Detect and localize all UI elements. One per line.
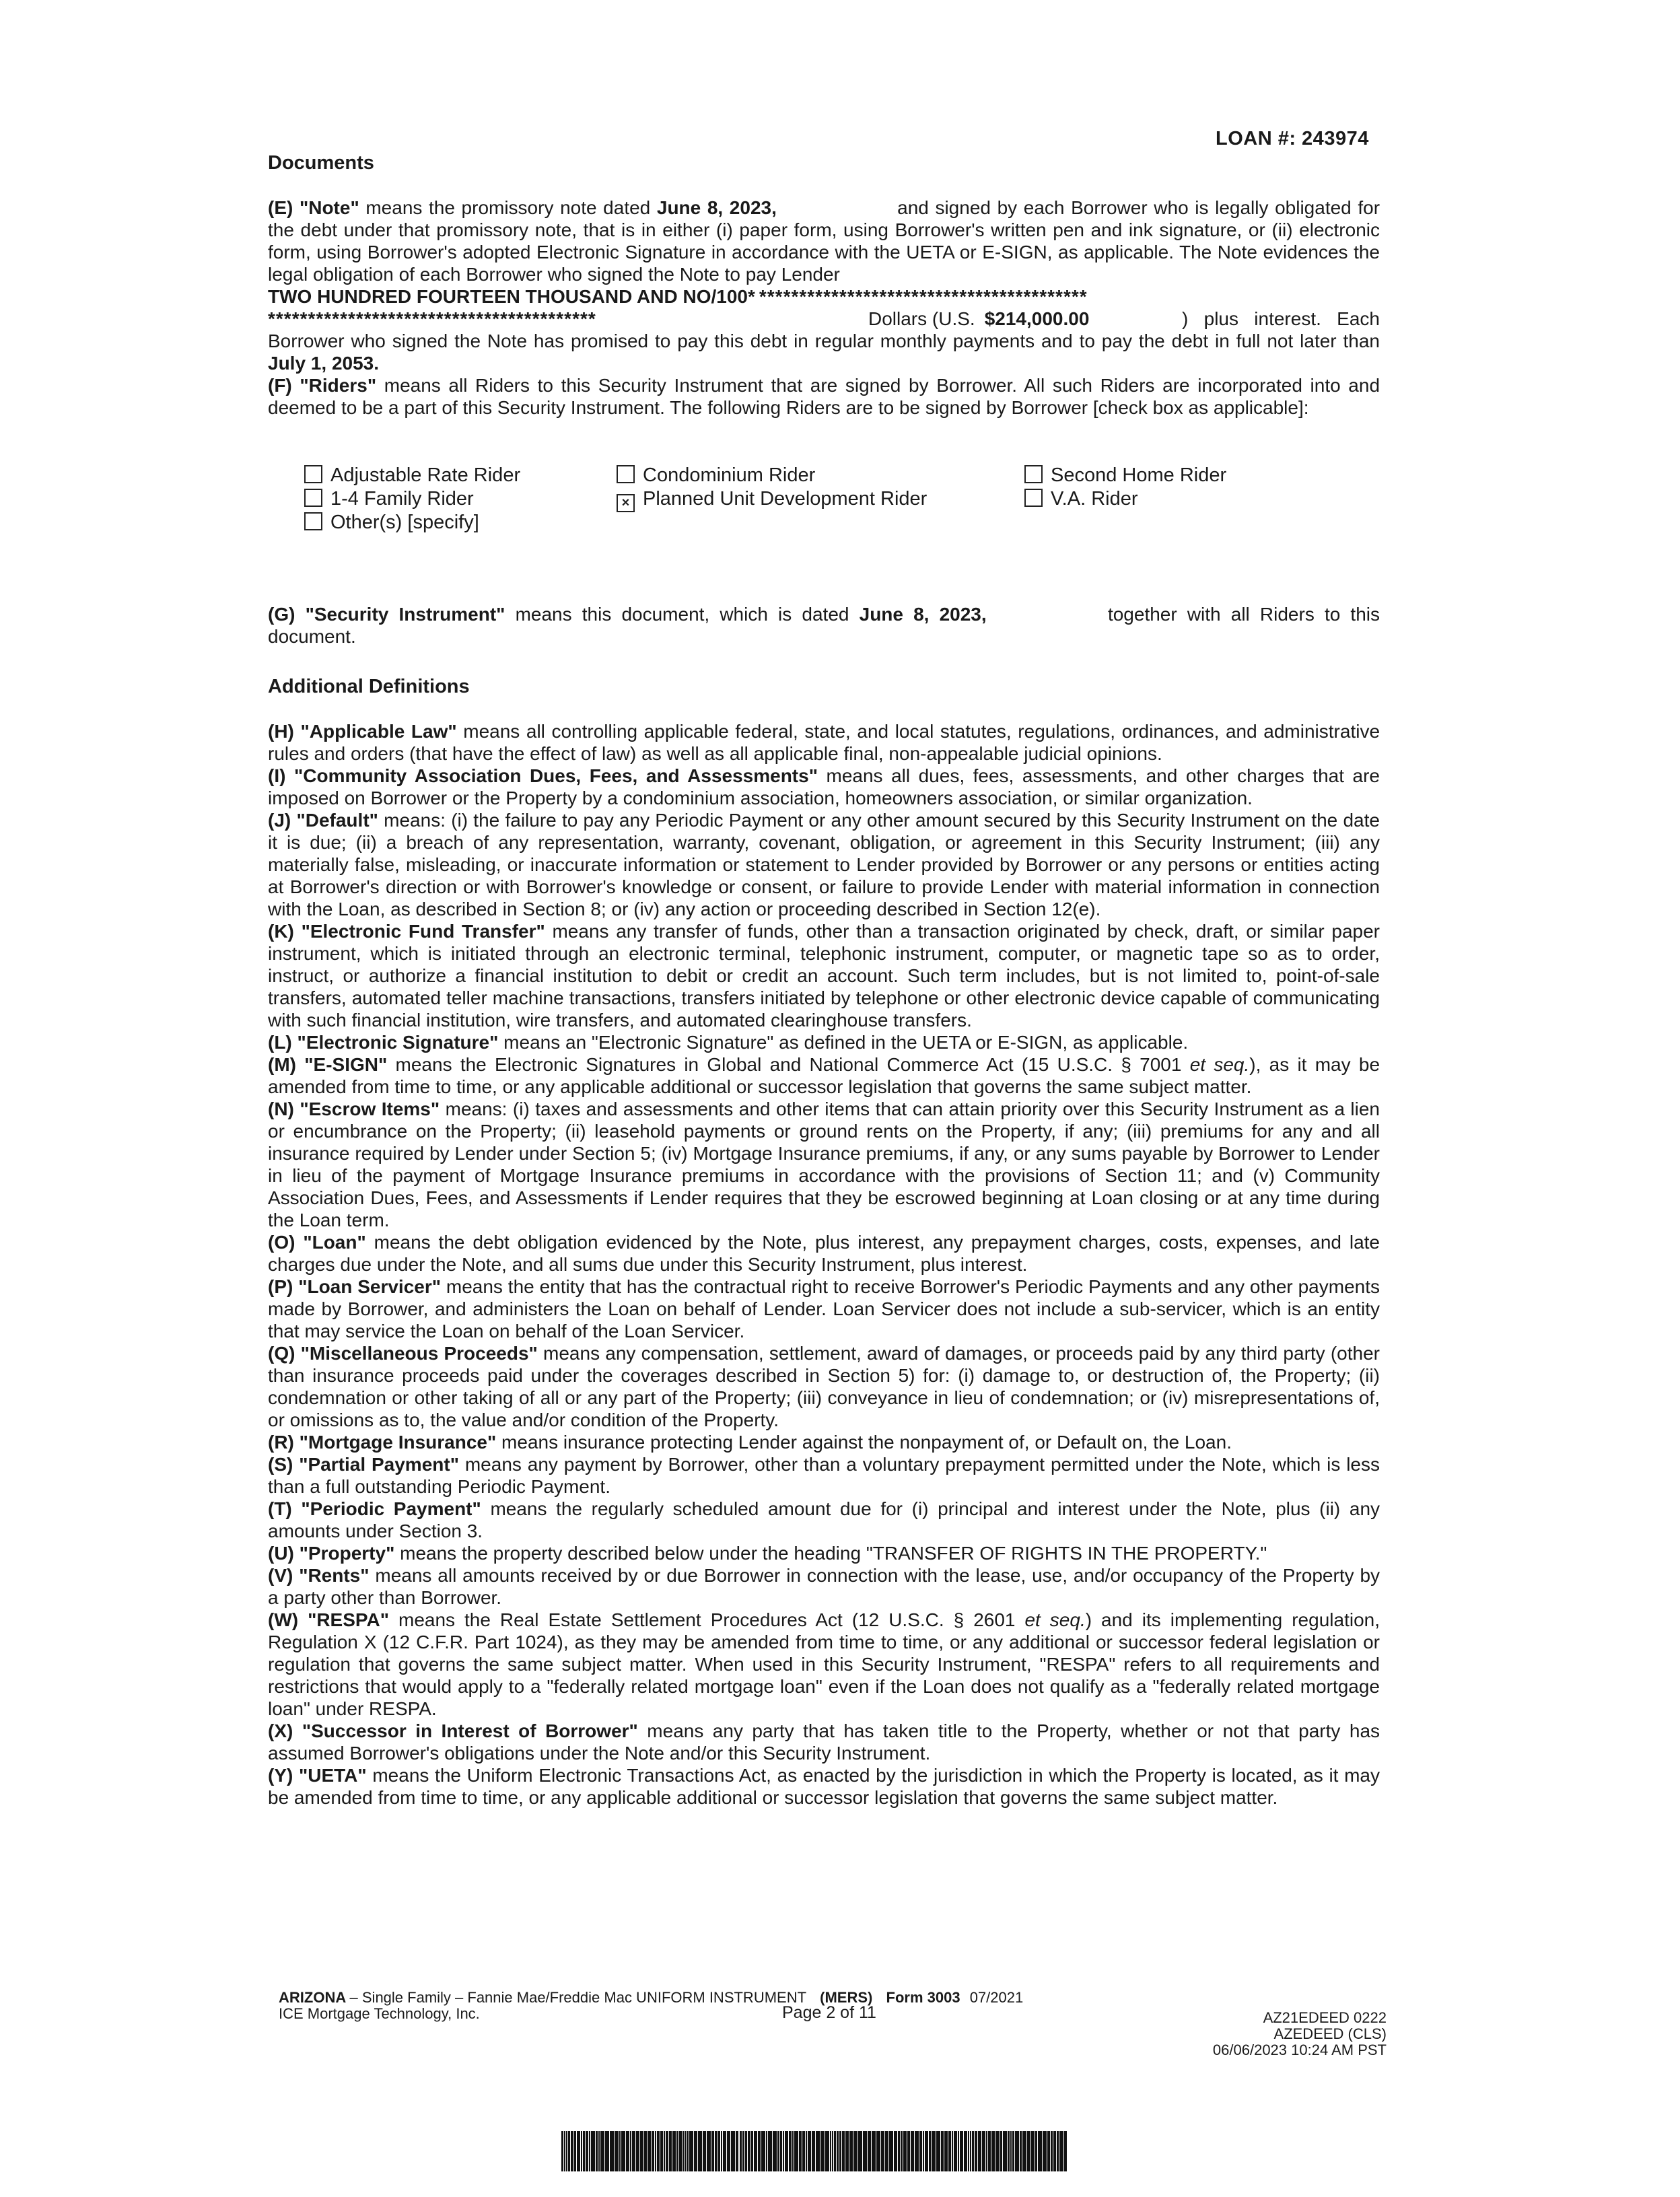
barcode-bar bbox=[777, 2131, 779, 2171]
barcode-bar bbox=[964, 2131, 967, 2171]
documents-heading: Documents bbox=[268, 152, 374, 174]
barcode-bar bbox=[664, 2131, 665, 2171]
definition-term: "Periodic Payment" bbox=[301, 1498, 481, 1519]
section-g-text2: together with all Riders to this document. bbox=[268, 604, 1380, 647]
barcode-bar bbox=[876, 2131, 880, 2171]
barcode-bar bbox=[703, 2131, 706, 2171]
barcode-bar bbox=[845, 2131, 849, 2171]
barcode-bar bbox=[820, 2131, 825, 2171]
section-f-text: means all Riders to this Security Instrument that are signed by Borrower. All such Riders are incorporated into and deemed to be a part of this Security Instrument. The following Riders are to be signed by Borrower [check box as applicable]: bbox=[268, 375, 1380, 418]
definition-item bbox=[268, 1031, 1380, 1053]
barcode-bar bbox=[982, 2131, 985, 2171]
definition-text-after: ) and its implementing regulation, Regulation X (12 C.F.R. Part 1024), as they may be amended from time to time, or any additional or successor federal legislation or regulation that governs the same subject matter. When used in this Security Instrument, "RESPA" refers to all requirements and restrictions that would apply to a "federally related mortgage loan" even if the Loan does not qualify as a "federally related mortgage loan" under RESPA. bbox=[268, 1609, 1380, 1719]
barcode-bar bbox=[586, 2131, 588, 2171]
section-g-text1: means this document, which is dated bbox=[515, 604, 849, 625]
barcode-bar bbox=[832, 2131, 833, 2171]
definition-item bbox=[268, 1609, 1380, 1720]
definition-item bbox=[268, 809, 1380, 920]
footer-mers: (MERS) bbox=[820, 1989, 873, 2006]
barcode-bar bbox=[911, 2131, 914, 2171]
rider-va[interactable]: V.A. Rider bbox=[1024, 488, 1138, 510]
barcode-bar bbox=[858, 2131, 862, 2171]
definition-text: means any transfer of funds, other than a transaction originated by check, draft, or similar paper instrument, which is initiated through an electronic terminal, telephonic instrument, computer, or magnetic tape so as to order, instruct, or authorize a financial institution to debit or credit an account. Such term includes, but is not limited to, point-of-sale transfers, automated teller machine transactions, transfers initiated by telephone or other electronic device capable of communicating with such financial institution, wire transfers, and automated clearinghouse transfers. bbox=[268, 921, 1380, 1031]
section-e-label: (E) bbox=[268, 197, 293, 218]
barcode-bar bbox=[948, 2131, 951, 2171]
barcode-bar bbox=[975, 2131, 977, 2171]
definition-text: means the property described below under the heading "TRANSFER OF RIGHTS IN THE PROPERTY." bbox=[400, 1543, 1267, 1564]
barcode-bar bbox=[988, 2131, 991, 2171]
definitions-list bbox=[268, 720, 1380, 1809]
barcode-bar bbox=[566, 2131, 567, 2171]
barcode-bar bbox=[889, 2131, 893, 2171]
barcode-bar bbox=[919, 2131, 922, 2171]
barcode-bar bbox=[679, 2131, 682, 2171]
footer-code-1: AZ21EDEED 0222 bbox=[1263, 2009, 1387, 2026]
barcode-bar bbox=[589, 2131, 590, 2171]
definition-term: "RESPA" bbox=[308, 1609, 390, 1630]
definition-label: (L) bbox=[268, 1032, 292, 1053]
barcode-bar bbox=[773, 2131, 777, 2171]
barcode-bar bbox=[1010, 2131, 1012, 2171]
barcode-bar bbox=[615, 2131, 619, 2171]
barcode-bar bbox=[802, 2131, 805, 2171]
definition-item bbox=[268, 765, 1380, 809]
definition-item bbox=[268, 1453, 1380, 1498]
barcode-bar bbox=[626, 2131, 629, 2171]
barcode-bar bbox=[932, 2131, 936, 2171]
definition-label: (H) bbox=[268, 721, 294, 742]
barcode-bar bbox=[1003, 2131, 1007, 2171]
rider-second-home[interactable]: Second Home Rider bbox=[1024, 464, 1226, 487]
section-g-label: (G) bbox=[268, 604, 295, 625]
loan-number: LOAN #: 243974 bbox=[1216, 128, 1369, 149]
barcode-bar bbox=[660, 2131, 663, 2171]
definition-term: "Default" bbox=[296, 810, 378, 831]
barcode-bar bbox=[619, 2131, 621, 2171]
barcode-bar bbox=[929, 2131, 931, 2171]
section-f-term: "Riders" bbox=[300, 375, 377, 396]
definition-term: "E-SIGN" bbox=[304, 1054, 388, 1075]
barcode-bar bbox=[825, 2131, 829, 2171]
barcode-bar bbox=[577, 2131, 580, 2171]
barcode-bar bbox=[923, 2131, 924, 2171]
barcode-bar bbox=[630, 2131, 631, 2171]
barcode-bar bbox=[666, 2131, 668, 2171]
checkbox[interactable] bbox=[304, 489, 322, 507]
definition-term: "Electronic Fund Transfer" bbox=[301, 921, 545, 942]
barcode-bar bbox=[672, 2131, 676, 2171]
footer-form-no: Form 3003 bbox=[886, 1989, 960, 2006]
checkbox-checked[interactable]: × bbox=[617, 494, 635, 512]
barcode-bar bbox=[958, 2131, 959, 2171]
barcode-bar bbox=[799, 2131, 802, 2171]
barcode-bar bbox=[687, 2131, 689, 2171]
section-e-text2: and signed by each Borrower who is legally obligated for the debt under that promissory note, that is in either (i) paper form, using Borrower's written pen and ink signature, or (ii) electronic form, using Borrower's adopted Electronic Signature in accordance with the UETA or E-SIGN, as applicable. The Note evidences the legal obligation of each Borrower who signed the Note to pay Lender bbox=[268, 197, 1380, 285]
definition-item bbox=[268, 1431, 1380, 1453]
barcode-bar bbox=[640, 2131, 643, 2171]
definition-label: (R) bbox=[268, 1432, 294, 1453]
barcode-bar bbox=[694, 2131, 697, 2171]
barcode-bar bbox=[968, 2131, 969, 2171]
definition-term: "Applicable Law" bbox=[300, 721, 457, 742]
barcode-bar bbox=[689, 2131, 693, 2171]
barcode-bar bbox=[1035, 2131, 1037, 2171]
definition-item bbox=[268, 1720, 1380, 1764]
definition-label: (X) bbox=[268, 1720, 293, 1741]
definition-label: (P) bbox=[268, 1276, 293, 1297]
definition-italic: et seq. bbox=[1189, 1054, 1250, 1075]
barcode-bar bbox=[853, 2131, 858, 2171]
section-e bbox=[268, 197, 1380, 419]
definition-label: (T) bbox=[268, 1498, 292, 1519]
footer-vendor: ICE Mortgage Technology, Inc. bbox=[279, 2005, 480, 2022]
section-e-term: "Note" bbox=[299, 197, 359, 218]
definition-item bbox=[268, 720, 1380, 765]
barcode bbox=[561, 2131, 1068, 2171]
barcode-bar bbox=[839, 2131, 841, 2171]
section-g-term: "Security Instrument" bbox=[305, 604, 505, 625]
definition-item bbox=[268, 1276, 1380, 1342]
checkbox[interactable] bbox=[1024, 465, 1043, 483]
amount-in-words: TWO HUNDRED FOURTEEN THOUSAND AND NO/100* bbox=[268, 286, 755, 307]
definition-label: (I) bbox=[268, 765, 286, 786]
barcode-bar bbox=[954, 2131, 957, 2171]
additional-definitions-heading: Additional Definitions bbox=[268, 676, 470, 697]
definition-term: "Loan Servicer" bbox=[298, 1276, 442, 1297]
definition-label: (S) bbox=[268, 1454, 293, 1475]
barcode-bar bbox=[1008, 2131, 1010, 2171]
barcode-bar bbox=[636, 2131, 639, 2171]
definition-text: means any payment by Borrower, other than a voluntary prepayment permitted under the Note, which is less than a full outstanding Periodic Payment. bbox=[268, 1454, 1380, 1497]
barcode-bar bbox=[1038, 2131, 1042, 2171]
definition-label: (M) bbox=[268, 1054, 296, 1075]
barcode-bar bbox=[600, 2131, 604, 2171]
barcode-bar bbox=[907, 2131, 910, 2171]
barcode-bar bbox=[745, 2131, 747, 2171]
barcode-bar bbox=[881, 2131, 884, 2171]
definition-term: "Miscellaneous Proceeds" bbox=[300, 1343, 538, 1364]
barcode-bar bbox=[1053, 2131, 1056, 2171]
barcode-bar bbox=[715, 2131, 718, 2171]
barcode-bar bbox=[995, 2131, 1000, 2171]
rider-other[interactable]: Other(s) [specify] bbox=[304, 512, 479, 534]
definition-item bbox=[268, 1098, 1380, 1231]
definition-text: means all amounts received by or due Borrower in connection with the lease, use, and/or occupancy of the Property by a party other than Borrower. bbox=[268, 1565, 1380, 1608]
barcode-bar bbox=[1064, 2131, 1067, 2171]
barcode-bar bbox=[834, 2131, 836, 2171]
barcode-bar bbox=[655, 2131, 656, 2171]
barcode-bar bbox=[711, 2131, 714, 2171]
barcode-bar bbox=[740, 2131, 742, 2171]
barcode-bar bbox=[1015, 2131, 1019, 2171]
definition-text: means all controlling applicable federal, state, and local statutes, regulations, ordinances, and administrative rules and orders (that have the effect of law) as well as all applicable final, non-appealable judicial opinions. bbox=[268, 721, 1380, 764]
definition-term: "UETA" bbox=[298, 1765, 367, 1786]
checkbox[interactable] bbox=[1024, 489, 1043, 507]
barcode-bar bbox=[605, 2131, 609, 2171]
security-instrument-date: June 8, 2023, bbox=[859, 604, 987, 625]
footer-form-desc: – Single Family – Fannie Mae/Freddie Mac UNIFORM INSTRUMENT bbox=[349, 1989, 807, 2006]
definition-item bbox=[268, 1342, 1380, 1431]
note-date: June 8, 2023, bbox=[656, 197, 777, 218]
definition-text: means the Real Estate Settlement Procedures Act (12 U.S.C. § 2601 bbox=[398, 1609, 1016, 1630]
barcode-bar bbox=[571, 2131, 573, 2171]
barcode-bar bbox=[682, 2131, 684, 2171]
definition-term: "Partial Payment" bbox=[299, 1454, 459, 1475]
barcode-bar bbox=[780, 2131, 782, 2171]
barcode-bar bbox=[1022, 2131, 1026, 2171]
rider-condominium[interactable]: Condominium Rider bbox=[617, 464, 815, 487]
barcode-bar bbox=[657, 2131, 660, 2171]
barcode-bar bbox=[731, 2131, 735, 2171]
barcode-bar bbox=[610, 2131, 614, 2171]
barcode-bar bbox=[742, 2131, 744, 2171]
barcode-bar bbox=[849, 2131, 853, 2171]
footer-form-line bbox=[279, 1990, 1023, 2006]
definition-text: means: (i) taxes and assessments and other items that can attain priority over this Security Instrument as a lien or encumbrance on the Property; (ii) leasehold payments or ground rents on the Property, if any; (iii) premiums for any and all insurance required by Lender under Section 5; (iv) Mortgage Insurance premiums, if any, or any sums payable by Borrower to Lender in lieu of the payment of Mortgage Insurance premiums in accordance with the provisions of Section 11; and (v) Community Association Dues, Fees, and Assessments if Lender requires that they be escrowed beginning at Loan closing or at any time during the Loan term. bbox=[268, 1098, 1380, 1230]
barcode-bar bbox=[632, 2131, 635, 2171]
barcode-bar bbox=[1031, 2131, 1035, 2171]
footer-page-number: Page 2 of 11 bbox=[782, 2003, 876, 2022]
definition-item bbox=[268, 1231, 1380, 1276]
barcode-bar bbox=[644, 2131, 647, 2171]
maturity-date: July 1, 2053. bbox=[268, 353, 380, 374]
barcode-bar bbox=[812, 2131, 815, 2171]
barcode-bar bbox=[915, 2131, 919, 2171]
barcode-bar bbox=[991, 2131, 995, 2171]
footer-timestamp: 06/06/2023 10:24 AM PST bbox=[1212, 2042, 1387, 2058]
barcode-bar bbox=[1047, 2131, 1050, 2171]
rider-planned-unit-development[interactable]: × Planned Unit Development Rider bbox=[617, 488, 927, 512]
barcode-bar bbox=[564, 2131, 565, 2171]
definition-text: means the debt obligation evidenced by the Note, plus interest, any prepayment charges, costs, expenses, and late charges due under the Note, and all sums due under this Security Instrument, plus interest. bbox=[268, 1232, 1380, 1275]
stars-line-1: ***************************************** bbox=[759, 286, 1088, 307]
barcode-bar bbox=[758, 2131, 761, 2171]
barcode-bar bbox=[669, 2131, 672, 2171]
dollars-prefix: Dollars (U.S. bbox=[868, 308, 975, 329]
definition-label: (Q) bbox=[268, 1343, 295, 1364]
footer-state: ARIZONA bbox=[279, 1989, 346, 2006]
section-e-text1: means the promissory note dated bbox=[365, 197, 651, 218]
barcode-bar bbox=[1027, 2131, 1030, 2171]
barcode-bar bbox=[591, 2131, 595, 2171]
barcode-bar bbox=[830, 2131, 831, 2171]
barcode-bar bbox=[872, 2131, 876, 2171]
barcode-bar bbox=[723, 2131, 726, 2171]
barcode-bar bbox=[574, 2131, 576, 2171]
rider-1-4-family[interactable]: 1-4 Family Rider bbox=[304, 488, 474, 510]
definition-text: means the entity that has the contractual right to receive Borrower's Periodic Payments and any other payments made by Borrower, and administers the Loan on behalf of Lender. Loan Servicer does not include a sub-servicer, which is an entity that may service the Loan on behalf of the Loan Servicer. bbox=[268, 1276, 1380, 1341]
barcode-bar bbox=[952, 2131, 953, 2171]
footer-form-date: 07/2021 bbox=[969, 1989, 1024, 2006]
definition-text-after: ), as it may be amended from time to time, or any applicable additional or successor legislation that governs the same subject matter. bbox=[268, 1054, 1380, 1097]
definition-label: (Y) bbox=[268, 1765, 293, 1786]
definition-label: (U) bbox=[268, 1543, 294, 1564]
barcode-bar bbox=[816, 2131, 820, 2171]
barcode-bar bbox=[944, 2131, 948, 2171]
definition-term: "Property" bbox=[299, 1543, 395, 1564]
barcode-bar bbox=[903, 2131, 907, 2171]
barcode-bar bbox=[1059, 2131, 1063, 2171]
definition-term: "Rents" bbox=[299, 1565, 370, 1586]
barcode-bar bbox=[768, 2131, 772, 2171]
barcode-bar bbox=[970, 2131, 971, 2171]
barcode-bar bbox=[901, 2131, 903, 2171]
barcode-bar bbox=[707, 2131, 711, 2171]
definition-item bbox=[268, 1053, 1380, 1098]
barcode-bar bbox=[698, 2131, 702, 2171]
barcode-bar bbox=[751, 2131, 753, 2171]
definition-text: means any party that has taken title to the Property, whether or not that party has assumed Borrower's obligations under the Note and/or this Security Instrument. bbox=[268, 1720, 1380, 1764]
barcode-bar bbox=[1012, 2131, 1014, 2171]
loan-amount: $214,000.00 bbox=[984, 308, 1090, 329]
definition-text: means: (i) the failure to pay any Periodic Payment or any other amount secured by this Security Instrument on the date it is due; (ii) a breach of any representation, warranty, covenant, obligation, or agreement in this Security Instrument; (iii) any materially false, misleading, or inaccurate information or statement to Lender provided by Borrower or any persons or entities acting at Borrower's direction or with Borrower's knowledge or consent, or failure to provide Lender with material information in connection with the Loan, as described in Section 8; or (iv) any action or proceeding described in Section 12(e). bbox=[268, 810, 1380, 919]
barcode-bar bbox=[837, 2131, 839, 2171]
barcode-bar bbox=[808, 2131, 811, 2171]
definition-item bbox=[268, 920, 1380, 1031]
barcode-bar bbox=[648, 2131, 651, 2171]
definition-item bbox=[268, 1542, 1380, 1564]
definition-text: means the Uniform Electronic Transactions Act, as enacted by the jurisdiction in which the Property is located, as it may be amended from time to time, or any applicable additional or successor legislation that governs the same subject matter. bbox=[268, 1765, 1380, 1808]
definition-label: (K) bbox=[268, 921, 294, 942]
definition-item bbox=[268, 1498, 1380, 1542]
definition-item bbox=[268, 1764, 1380, 1809]
barcode-bar bbox=[789, 2131, 792, 2171]
barcode-bar bbox=[863, 2131, 867, 2171]
definition-label: (J) bbox=[268, 810, 291, 831]
definition-text: means an "Electronic Signature" as defined in the UETA or E-SIGN, as applicable. bbox=[503, 1032, 1189, 1053]
barcode-bar bbox=[568, 2131, 570, 2171]
barcode-bar bbox=[898, 2131, 900, 2171]
definition-term: "Successor in Interest of Borrower" bbox=[302, 1720, 638, 1741]
stars-line-2: ***************************************** bbox=[268, 308, 596, 329]
barcode-bar bbox=[783, 2131, 784, 2171]
barcode-bar bbox=[806, 2131, 807, 2171]
barcode-bar bbox=[978, 2131, 981, 2171]
barcode-bar bbox=[936, 2131, 940, 2171]
barcode-bar bbox=[727, 2131, 730, 2171]
definition-italic: et seq. bbox=[1024, 1609, 1086, 1630]
barcode-bar bbox=[596, 2131, 598, 2171]
barcode-bar bbox=[794, 2131, 798, 2171]
barcode-bar bbox=[652, 2131, 654, 2171]
barcode-bar bbox=[598, 2131, 600, 2171]
definition-label: (W) bbox=[268, 1609, 299, 1630]
definition-item bbox=[268, 1564, 1380, 1609]
barcode-bar bbox=[1057, 2131, 1059, 2171]
barcode-bar bbox=[894, 2131, 897, 2171]
checkbox[interactable] bbox=[304, 465, 322, 483]
section-f-label: (F) bbox=[268, 375, 292, 396]
barcode-bar bbox=[960, 2131, 963, 2171]
barcode-bar bbox=[736, 2131, 738, 2171]
barcode-bar bbox=[972, 2131, 974, 2171]
definition-term: "Loan" bbox=[303, 1232, 366, 1253]
definition-text: means any compensation, settlement, award of damages, or proceeds paid by any third party (other than insurance proceeds paid under the coverages described in Section 5) for: (i) damage to, or destruction of, the Property; (ii) condemnation or other taking of all or any part of the Property; (iii) conveyance in lieu of condemnation; or (iv) misrepresentations of, or omissions as to, the value and/or condition of the Property. bbox=[268, 1343, 1380, 1430]
barcode-bar bbox=[868, 2131, 871, 2171]
definition-label: (V) bbox=[268, 1565, 293, 1586]
barcode-bar bbox=[925, 2131, 928, 2171]
barcode-bar bbox=[754, 2131, 757, 2171]
barcode-bar bbox=[766, 2131, 767, 2171]
definition-text: means the Electronic Signatures in Global and National Commerce Act (15 U.S.C. § 7001 bbox=[395, 1054, 1182, 1075]
definition-text: means insurance protecting Lender against the nonpayment of, or Default on, the Loan. bbox=[501, 1432, 1232, 1453]
checkbox[interactable] bbox=[304, 512, 322, 530]
definition-text: means the regularly scheduled amount due for (i) principal and interest under the Note, plus (ii) any amounts under Section 3. bbox=[268, 1498, 1380, 1541]
definition-term: "Mortgage Insurance" bbox=[299, 1432, 497, 1453]
barcode-bar bbox=[676, 2131, 678, 2171]
barcode-bar bbox=[718, 2131, 720, 2171]
rider-adjustable-rate[interactable]: Adjustable Rate Rider bbox=[304, 464, 520, 487]
barcode-bar bbox=[885, 2131, 888, 2171]
barcode-bar bbox=[621, 2131, 625, 2171]
section-g bbox=[268, 603, 1380, 648]
definition-label: (O) bbox=[268, 1232, 295, 1253]
definition-term: "Electronic Signature" bbox=[297, 1032, 499, 1053]
barcode-bar bbox=[941, 2131, 944, 2171]
barcode-bar bbox=[685, 2131, 686, 2171]
barcode-bar bbox=[721, 2131, 722, 2171]
barcode-bar bbox=[761, 2131, 765, 2171]
barcode-bar bbox=[1043, 2131, 1047, 2171]
barcode-bar bbox=[561, 2131, 563, 2171]
checkbox[interactable] bbox=[617, 465, 635, 483]
definition-text: means all dues, fees, assessments, and other charges that are imposed on Borrower or the Property by a condominium association, homeowners association, or similar organization. bbox=[268, 765, 1380, 808]
barcode-bar bbox=[842, 2131, 845, 2171]
barcode-bar bbox=[792, 2131, 794, 2171]
section-e-text3: ) plus interest. Each Borrower who signed the Note has promised to pay this debt in regular monthly payments and to pay the debt in full not later than bbox=[268, 308, 1380, 351]
definition-label: (N) bbox=[268, 1098, 294, 1119]
barcode-bar bbox=[986, 2131, 987, 2171]
barcode-bar bbox=[785, 2131, 788, 2171]
footer-code-2: AZEDEED (CLS) bbox=[1273, 2025, 1387, 2042]
barcode-bar bbox=[1000, 2131, 1002, 2171]
barcode-bar bbox=[1020, 2131, 1022, 2171]
barcode-bar bbox=[1051, 2131, 1053, 2171]
definition-term: "Community Association Dues, Fees, and Assessments" bbox=[293, 765, 818, 786]
barcode-bar bbox=[581, 2131, 582, 2171]
barcode-bar bbox=[583, 2131, 585, 2171]
definition-term: "Escrow Items" bbox=[300, 1098, 440, 1119]
barcode-bar bbox=[748, 2131, 750, 2171]
